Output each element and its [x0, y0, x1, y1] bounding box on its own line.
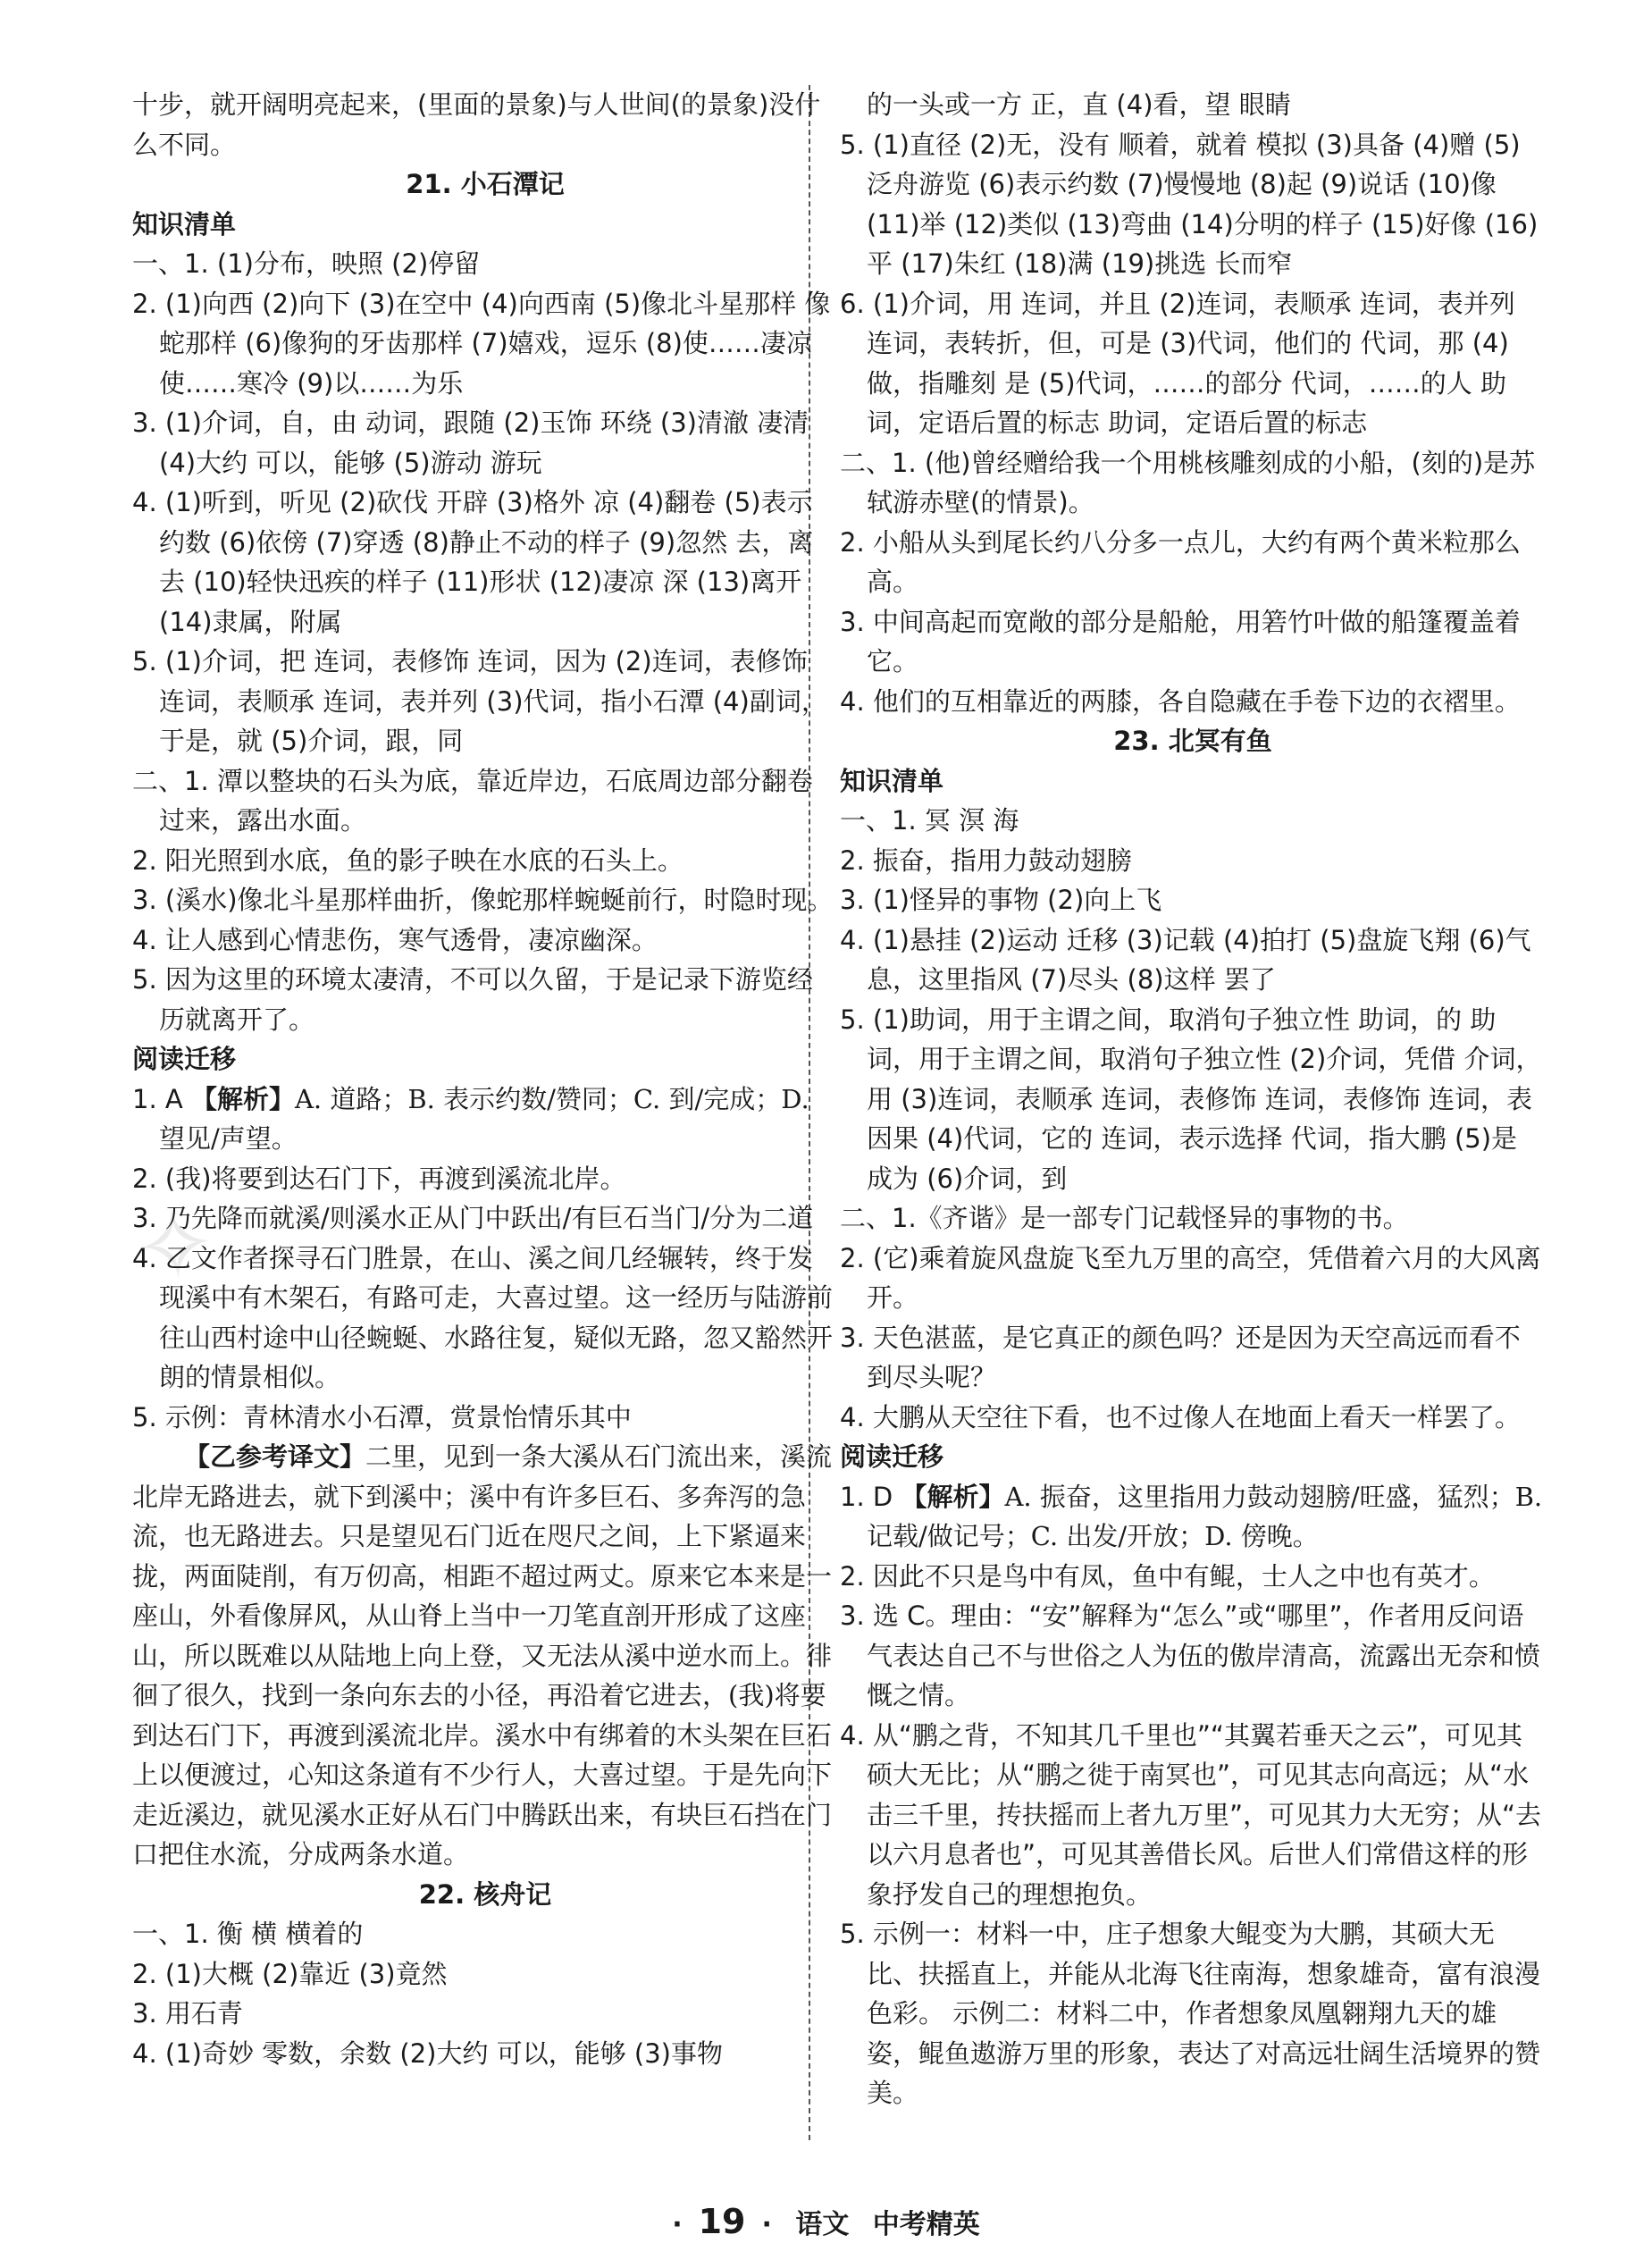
s23-reading-item-1: [840, 1477, 1546, 1557]
list-item: 二、1. (他)曾经赠给我一个用桃核雕刻成的小船，(刻的)是苏轼游赤壁(的情景)。: [840, 447, 1536, 517]
s23-items-2: [840, 1198, 1546, 1437]
list-item: 5. (1)直径 (2)无，没有 顺着，就着 模拟 (3)具备 (4)赠 (5)泛舟游览 (6)表示约数 (7)慢慢地 (8)起 (9)说话 (10)像 (11)举 (12)类似 (13)弯曲 (14)分明的样子 (15)好像 (16)平 (17)朱红 (18)满 (19)挑选 长而窄: [840, 129, 1539, 279]
s22-continuation: 的一头或一方 正，直 (4)看，望 眼睛: [867, 89, 1291, 120]
list-item: 5. 示例一：材料一中，庄子想象大鲲变为大鹏，其硕大无比、扶摇直上，并能从北海飞往南海，想象雄奇，富有浪漫色彩。 示例二：材料二中，作者想象凤凰翱翔九天的雄姿，鲲鱼遨游万里的形象，表达了对高远壮阔生活境界的赞美。: [840, 1919, 1541, 2108]
s23-reading-heading: 阅读迁移: [840, 1441, 944, 1472]
list-item: 3. 乃先降而就溪/则溪水正从门中跃出/有巨石当门/分为二道: [132, 1203, 814, 1233]
translation-paragraph: [132, 1437, 838, 1875]
list-item: 4. (1)听到，听见 (2)砍伐 开辟 (3)格外 凉 (4)翻卷 (5)表示约数 (6)依傍 (7)穿透 (8)静止不动的样子 (9)忽然 去，离去 (10)轻快迅疾的样子 (11)形状 (12)凄凉 深 (13)离开 (14)隶属，附属: [132, 487, 814, 637]
right-column: [840, 85, 1546, 2113]
left-column: [132, 85, 838, 2073]
list-item: 4. (1)奇妙 零数，余数 (2)大约 可以，能够 (3)事物: [132, 2037, 723, 2069]
s21-reading-heading: 阅读迁移: [132, 1044, 237, 1074]
s23-items-3: [840, 1557, 1546, 2113]
footer-series: 中考精英: [872, 2209, 980, 2240]
s21-items-1: [132, 244, 838, 761]
answer-number: 1. D: [840, 1481, 893, 1512]
s22-items-cont: [840, 125, 1546, 443]
list-item: 4. 他们的互相靠近的两膝，各自隐藏在手卷下边的衣褶里。: [840, 685, 1521, 717]
list-item: 2. 小船从头到尾长约八分多一点儿，大约有两个黄米粒那么高。: [840, 526, 1521, 597]
s21-items-2: [132, 761, 838, 1040]
list-item: 3. (1)介词，自，由 动词，跟随 (2)玉饰 环绕 (3)清澈 凄清 (4)大约 可以，能够 (5)游动 游玩: [132, 407, 809, 478]
list-item: 3. (溪水)像北斗星那样曲折，像蛇那样蜿蜒前行，时隐时现。: [132, 885, 834, 915]
section-21-title: 21. 小石潭记: [406, 169, 565, 199]
list-item: 3. 天色湛蓝，是它真正的颜色吗？还是因为天空高远而看不到尽头呢？: [840, 1322, 1521, 1392]
section-23-title: 23. 北冥有鱼: [1113, 726, 1272, 756]
list-item: 3. (1)怪异的事物 (2)向上飞: [840, 885, 1162, 915]
s23-items-1: [840, 801, 1546, 1198]
footer-subject: 语文: [795, 2209, 850, 2240]
page-footer: [0, 2202, 1652, 2241]
list-item: 5. 示例：青林清水小石潭，赏景怡情乐其中: [132, 1401, 632, 1432]
list-item: 2. (它)乘着旋风盘旋飞至九万里的高空，凭借着六月的大风离开。: [840, 1242, 1541, 1313]
list-item: 二、1. 潭以整块的石头为底，靠近岸边，石底周边部分翻卷过来，露出水面。: [132, 765, 813, 836]
analysis-label: 【解析】: [901, 1481, 1005, 1512]
list-item: 2. (我)将要到达石门下，再渡到溪流北岸。: [132, 1163, 626, 1194]
list-item: 4. 让人感到心情悲伤，寒气透骨，凄凉幽深。: [132, 924, 658, 955]
answer-number: 1. A: [132, 1083, 183, 1114]
analysis-text: A. 振奋，这里指用力鼓动翅膀/旺盛，猛烈；B. 记载/做记号；C. 出发/开放；D. 傍晚。: [867, 1481, 1543, 1551]
list-item: 二、1.《齐谐》是一部专门记载怪异的事物的书。: [840, 1203, 1409, 1233]
list-item: 4. 乙文作者探寻石门胜景，在山、溪之间几经辗转，终于发现溪中有木架石，有路可走，大喜过望。这一经历与陆游前往山西村途中山径蜿蜒、水路往复，疑似无路，忽又豁然开朗的情景相似。: [132, 1242, 834, 1392]
list-item: 3. 用石青: [132, 1998, 243, 2029]
list-item: 4. 从“鹏之背，不知其几千里也”“其翼若垂天之云”，可见其硕大无比；从“鹏之徙于南冥也”，可见其志向高远；从“水击三千里，抟扶摇而上者九万里”，可见其力大无穷；从“去以六月息者也”，可见其善借长风。后世人们常借这样的形象抒发自己的理想抱负。: [840, 1719, 1542, 1910]
list-item: 一、1. 冥 溟 海: [840, 805, 1019, 836]
list-item: 4. (1)悬挂 (2)运动 迁移 (3)记载 (4)拍打 (5)盘旋飞翔 (6)气息，这里指风 (7)尽头 (8)这样 罢了: [840, 924, 1531, 995]
list-item: 3. 选 C。理由：“安”解释为“怎么”或“哪里”，作者用反问语气表达自己不与世俗之人为伍的傲岸清高，流露出无奈和愤慨之情。: [840, 1600, 1541, 1710]
analysis-text: A. 道路；B. 表示约数/赞同；C. 到/完成；D. 望见/声望。: [159, 1083, 809, 1154]
list-item: 2. 振奋，指用力鼓动翅膀: [840, 844, 1132, 876]
list-item: 2. 因此不只是鸟中有凤，鱼中有鲲，士人之中也有英才。: [840, 1560, 1495, 1592]
list-item: 一、1. (1)分布，映照 (2)停留: [132, 248, 481, 279]
intro-paragraph: 十步，就开阔明亮起来，(里面的景象)与人世间(的景象)没什么不同。: [132, 89, 821, 160]
s21-items-3: [132, 1159, 838, 1438]
translation-label: 【乙参考译文】: [184, 1441, 366, 1472]
list-item: 一、1. 衡 横 横着的: [132, 1919, 364, 1949]
list-item: 3. 中间高起而宽敞的部分是船舱，用箬竹叶做的船篷覆盖着它。: [840, 606, 1521, 676]
list-item: 5. (1)介词，把 连词，表修饰 连词，因为 (2)连词，表修饰 连词，表顺承 连词，表并列 (3)代词，指小石潭 (4)副词，于是，就 (5)介词，跟，同: [132, 646, 827, 756]
list-item: 6. (1)介词，用 连词，并且 (2)连词，表顺承 连词，表并列 连词，表转折，但，可是 (3)代词，他们的 代词，那 (4)做，指雕刻 是 (5)代词，……的部分 代词，……的人 助词，定语后置的标志 助词，定语后置的标志: [840, 288, 1515, 438]
translation-text: 二里，见到一条大溪从石门流出来，溪流北岸无路进去，就下到溪中；溪中有许多巨石、多奔泻的急流，也无路进去。只是望见石门近在咫尺之间，上下紧逼来拢，两面陡削，有万仞高，相距不超过两丈。原来它本来是一座山，外看像屏风，从山脊上当中一刀笔直剖开形成了这座山，所以既难以从陆地上向上登，又无法从溪中逆水而上。徘徊了很久，找到一条向东去的小径，再沿着它进去，(我)将要到达石门下，再渡到溪流北岸。溪水中有绑着的木头架在巨石上以便渡过，心知这条道有不少行人，大喜过望。于是先向下走近溪边，就见溪水正好从石门中腾跃出来，有块巨石挡在门口把住水流，分成两条水道。: [132, 1441, 833, 1869]
analysis-label: 【解析】: [190, 1083, 295, 1114]
footer-dot-left: ·: [672, 2209, 683, 2240]
section-22-title: 22. 核舟记: [418, 1878, 552, 1910]
s22-translation-items: [840, 443, 1546, 722]
list-item: 2. (1)向西 (2)向下 (3)在空中 (4)向西南 (5)像北斗星那样 像蛇那样 (6)像狗的牙齿那样 (7)嬉戏，逗乐 (8)使……凄凉 使……寒冷 (9)以……为乐: [132, 288, 831, 399]
s21-reading-item-1: [132, 1079, 838, 1159]
s22-items: [132, 1914, 838, 2073]
footer-dot-right: ·: [761, 2209, 772, 2240]
list-item: 5. 因为这里的环境太凄清，不可以久留，于是记录下游览经历就离开了。: [132, 964, 813, 1035]
s21-knowledge-heading: 知识清单: [132, 208, 237, 239]
watermark-left: ✧: [128, 1184, 222, 1307]
s23-knowledge-heading: 知识清单: [840, 765, 944, 796]
list-item: 5. (1)助词，用于主谓之间，取消句子独立性 助词，的 助词，用于主谓之间，取消句子独立性 (2)介词，凭借 介词，用 (3)连词，表顺承 连词，表修饰 连词，表修饰 连词，表因果 (4)代词，它的 连词，表示选择 代词，指大鹏 (5)是 成为 (6)介词，到: [840, 1004, 1542, 1194]
list-item: 4. 大鹏从天空往下看，也不过像人在地面上看天一样罢了。: [840, 1401, 1521, 1432]
list-item: 2. (1)大概 (2)靠近 (3)竟然: [132, 1958, 448, 1989]
list-item: 2. 阳光照到水底，鱼的影子映在水底的石头上。: [132, 844, 683, 876]
page-number: 19: [698, 2202, 746, 2241]
